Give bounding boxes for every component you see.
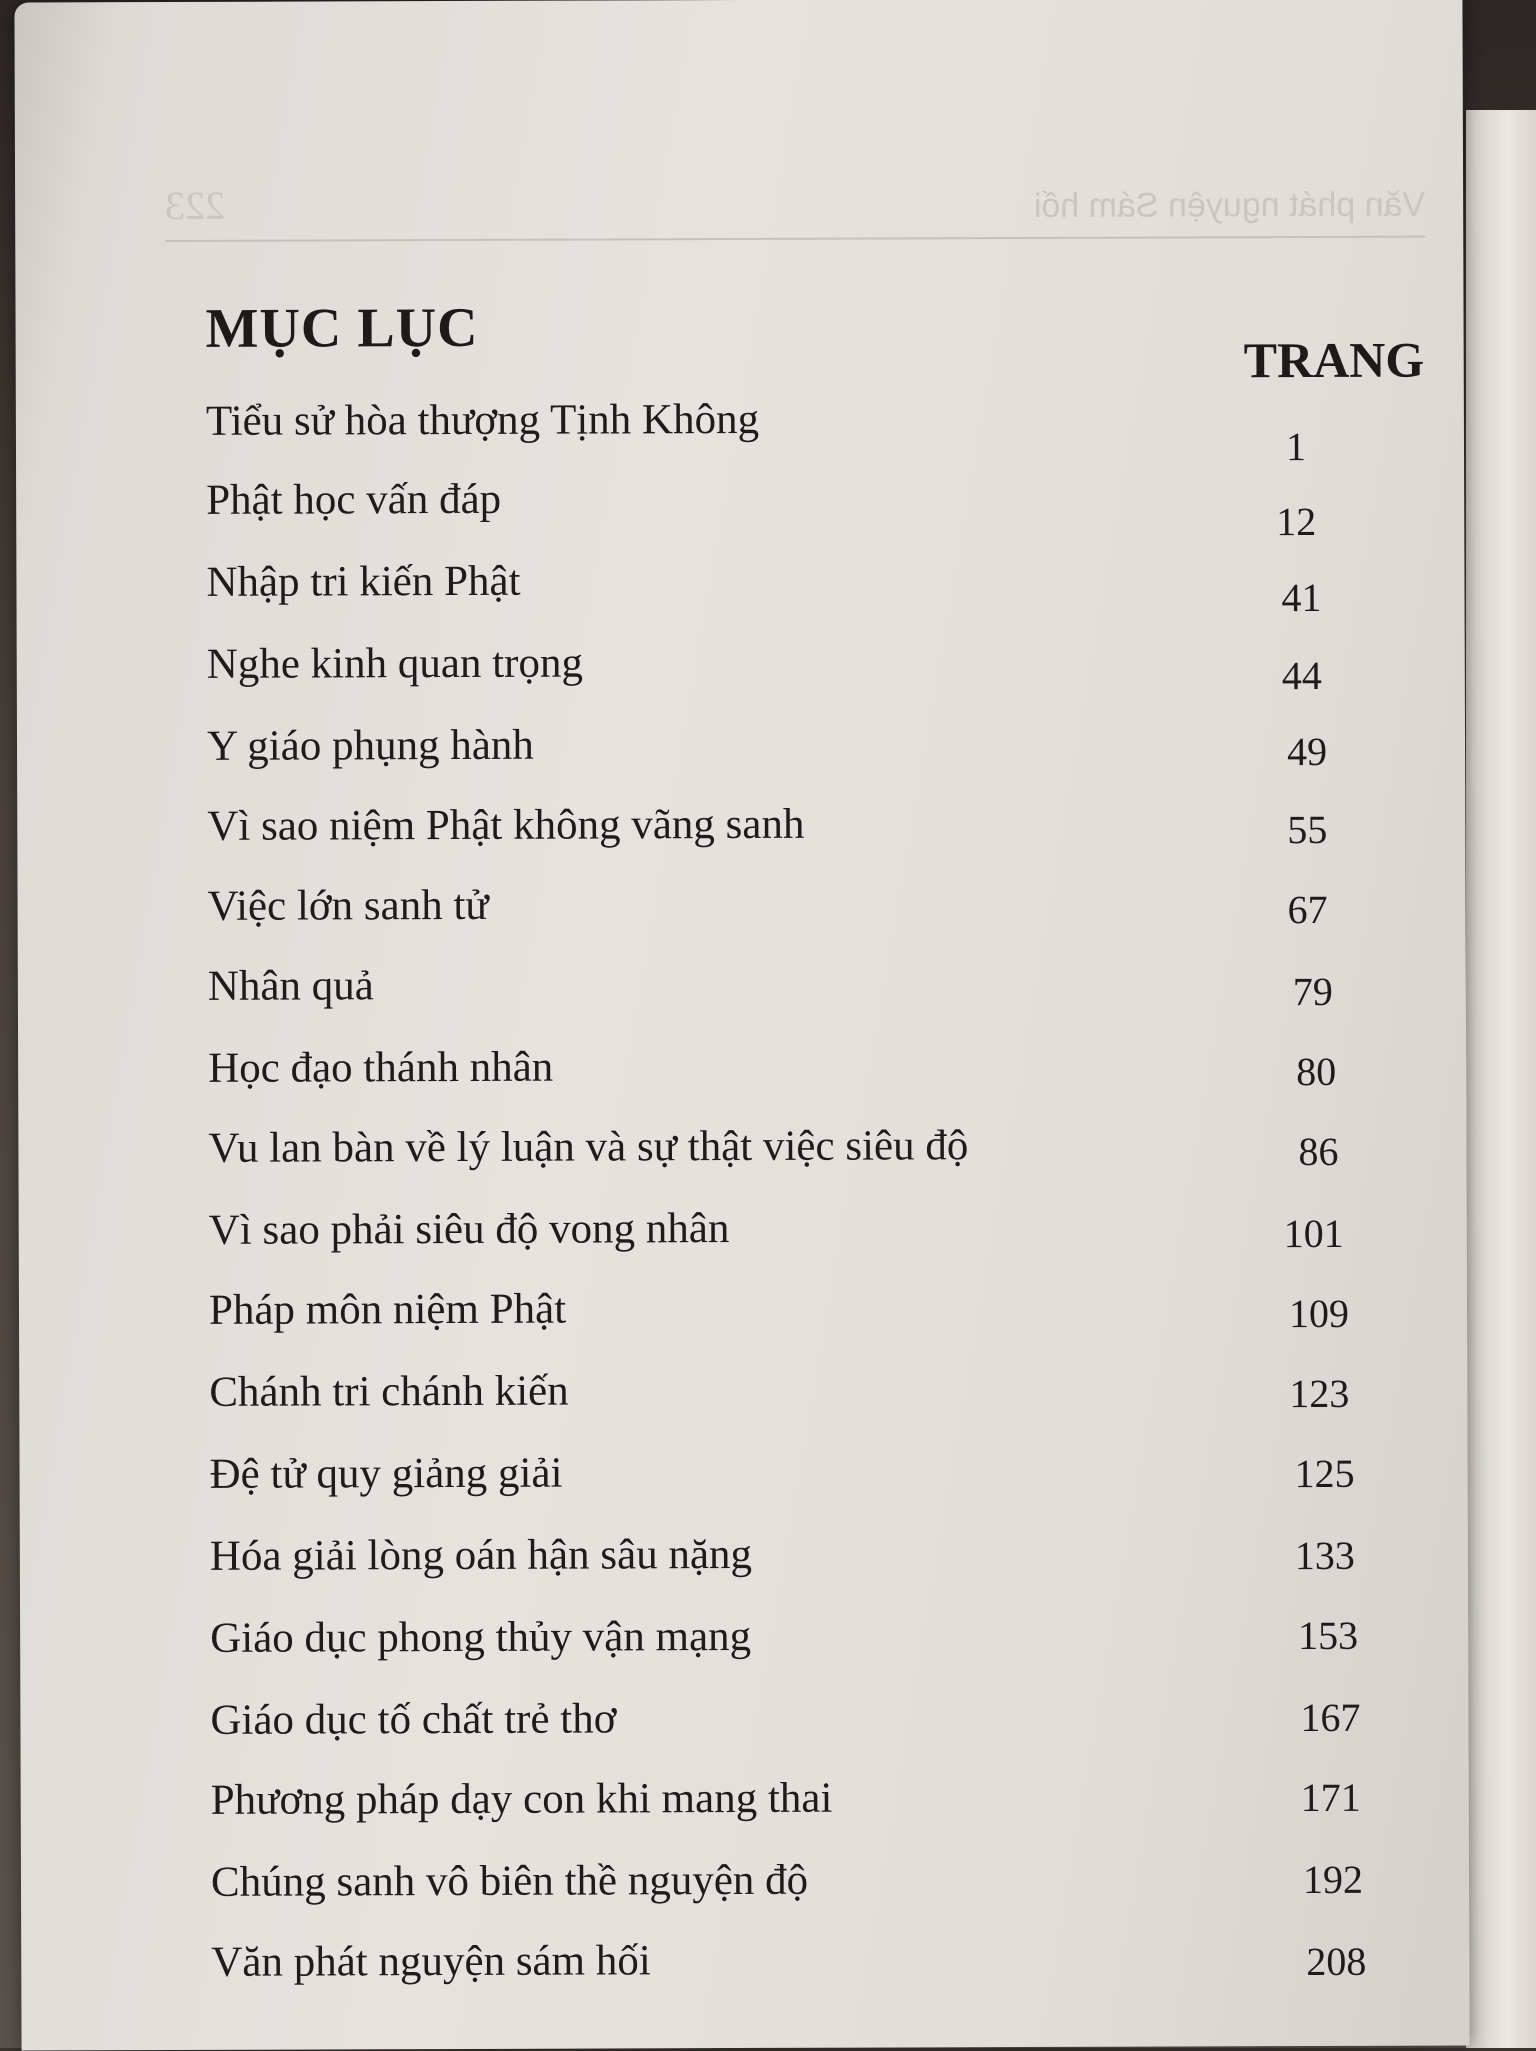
toc-entry-title: Nhập tri kiến Phật [206,557,521,606]
toc-entry-title: Việc lớn sanh tử [207,881,489,930]
toc-entry-title: Vì sao phải siêu độ vong nhân [208,1205,730,1254]
toc-entry-page-number: 1 [1285,424,1307,470]
toc-entry-title: Tiểu sử hòa thượng Tịnh Không [205,395,760,445]
running-header-page-number: 223 [165,182,226,229]
toc-entry-title: Giáo dục tố chất trẻ thơ [210,1695,617,1744]
toc-entry-page-number: 12 [1276,498,1317,545]
toc-entry-title: Chúng sanh vô biên thề nguyện độ [210,1856,809,1906]
table-of-contents [14,0,1469,2051]
toc-entry-page-number: 79 [1292,968,1333,1015]
toc-entry-page-number: 125 [1294,1450,1355,1497]
toc-entry-page-number: 153 [1298,1612,1359,1659]
toc-entry-title: Nhân quả [207,962,374,1010]
toc-entry-title: Giáo dục phong thủy vận mạng [210,1612,752,1662]
toc-entry-page-number: 86 [1298,1128,1339,1175]
toc-entry-page-number: 208 [1306,1938,1367,1985]
toc-entry-page-number: 67 [1287,886,1328,933]
toc-entry-title: Vu lan bàn về lý luận và sự thật việc siêu độ [208,1122,969,1172]
toc-entry-title: Đệ tử quy giảng giải [209,1449,563,1498]
toc-entry-title: Phương pháp dạy con khi mang thai [210,1774,833,1824]
toc-entry-page-number: 171 [1300,1774,1361,1821]
toc-entry-title: Vì sao niệm Phật không vãng sanh [207,800,805,850]
toc-entry-title: Hóa giải lòng oán hận sâu nặng [209,1530,753,1580]
toc-entry-title: Y giáo phụng hành [206,721,534,770]
toc-entry-title: Nghe kinh quan trọng [206,639,584,688]
facing-page-edge [1466,110,1536,2048]
toc-entry-page-number: 133 [1294,1532,1355,1579]
toc-entry-page-number: 44 [1281,652,1322,699]
toc-entry-page-number: 41 [1281,574,1322,621]
toc-entry-title: Chánh tri chánh kiến [209,1367,569,1416]
toc-entry-page-number: 101 [1283,1210,1344,1257]
toc-entry-title: Học đạo thánh nhân [208,1043,554,1092]
toc-entry-page-number: 123 [1289,1370,1350,1417]
toc-entry-title: Pháp môn niệm Phật [208,1285,567,1334]
running-header-title: Văn phát nguyện Sám hối [1033,185,1426,225]
toc-entry-title: Văn phát nguyện sám hối [211,1937,651,1986]
toc-entry-page-number: 80 [1296,1048,1337,1095]
toc-entry-page-number: 192 [1302,1856,1364,1903]
toc-entry-page-number: 49 [1286,728,1328,775]
page-column-heading: TRANG [1243,331,1425,389]
toc-entry-page-number: 109 [1288,1290,1350,1337]
toc-heading: MỤC LỤC [205,296,479,360]
book-page [14,0,1469,2051]
toc-entry-title: Phật học vấn đáp [206,475,502,524]
toc-entry-page-number: 167 [1300,1694,1361,1741]
toc-entry-page-number: 55 [1287,806,1328,853]
